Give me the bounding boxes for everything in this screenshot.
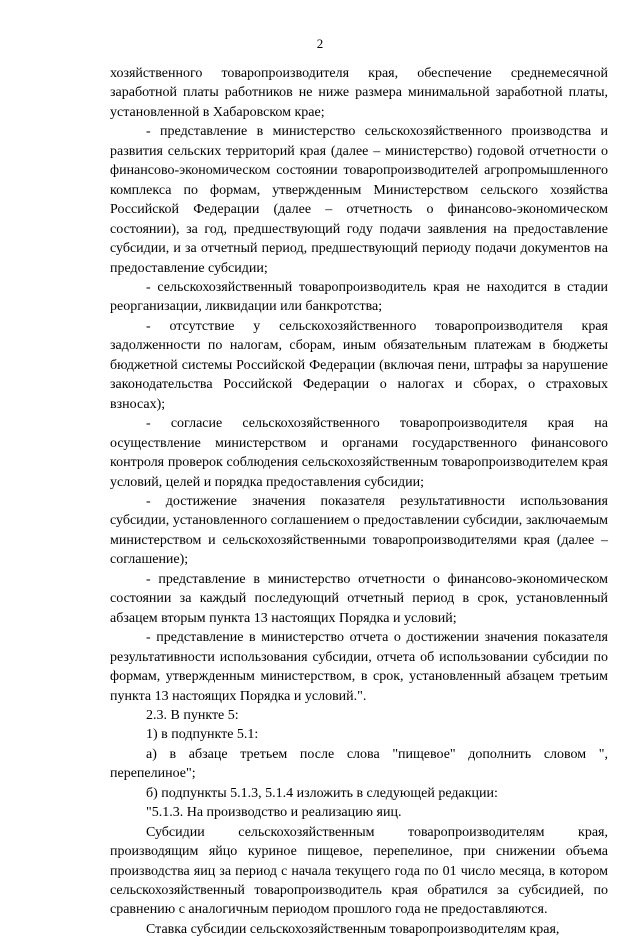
paragraph-6: - достижение значения показателя результативности использования субсидии, установленного соглашением о предоставлении субсидии, заключаемым министерством и сельскохозяйственными товаропроизводителями края (далее – соглашение); xyxy=(110,493,608,568)
paragraph-8: - представление в министерство отчета о достижении значения показателя результативности использования субсидии, отчета об использовании субсидии по формам, утвержденным министерством, в срок, установленный абзацем третьим пункта 13 настоящих Порядка и условий.". xyxy=(110,630,608,704)
paragraph-9: 2.3. В пункте 5: xyxy=(146,707,239,723)
page-number: 2 xyxy=(316,36,324,51)
paragraph-3: - сельскохозяйственный товаропроизводитель края не находится в стадии реорганизации, ликвидации или банкротства; xyxy=(110,279,608,315)
paragraph-13: "5.1.3. На производство и реализацию яиц. xyxy=(146,805,402,821)
paragraph-14: Субсидии сельскохозяйственным товаропроизводителям края, производящим яйцо куриное пищевое, перепелиное, при снижении объема производства яиц за период с начала текущего года по 01 число месяца, в котором сельскохозяйственный товаропроизводитель края обратился за субсидией, по сравнению с аналогичным периодом прошлого года не предоставляются. xyxy=(110,824,608,918)
document-body xyxy=(110,64,608,939)
paragraph-1: хозяйственного товаропроизводителя края, обеспечение среднемесячной заработной платы работников не ниже размера минимальной заработной платы, установленной в Хабаровском крае; xyxy=(110,66,608,120)
paragraph-10: 1) в подпункте 5.1: xyxy=(146,727,259,743)
paragraph-15: Ставка субсидии сельскохозяйственным товаропроизводителям края, xyxy=(146,921,560,937)
paragraph-4: - отсутствие у сельскохозяйственного товаропроизводителя края задолженности по налогам, сборам, иным обязательным платежам в бюджеты бюджетной системы Российской Федерации (включая пени, штрафы за нарушение законодательства Российской Федерации о налогах и сборах, о страховых взносах); xyxy=(110,318,608,412)
paragraph-5: - согласие сельскохозяйственного товаропроизводителя края на осуществление министерством и органами государственного финансового контроля проверок соблюдения сельскохозяйственным товаропроизводителем края условий, целей и порядка предоставления субсидии; xyxy=(110,416,608,490)
paragraph-7: - представление в министерство отчетности о финансово-экономическом состоянии за каждый последующий отчетный период в срок, установленный абзацем вторым пункта 13 настоящих Порядка и условий; xyxy=(110,571,608,626)
paragraph-11: а) в абзаце третьем после слова "пищевое" дополнить словом ", перепелиное"; xyxy=(110,746,608,782)
paragraph-2: - представление в министерство сельскохозяйственного производства и развития сельских территорий края (далее – министерство) годовой отчетности о финансово-экономическом состоянии товаропроизводителей агропромышленного комплекса по формам, утвержденным Министерством сельского хозяйства Российской Федерации (далее – отчетность о финансово-экономическом состоянии), за год, предшествующий году подачи заявления на предоставление субсидии, и за отчетный период, предшествующий периоду подачи документов на предоставление субсидии; xyxy=(110,124,608,276)
paragraph-12: б) подпункты 5.1.3, 5.1.4 изложить в следующей редакции: xyxy=(146,785,498,801)
